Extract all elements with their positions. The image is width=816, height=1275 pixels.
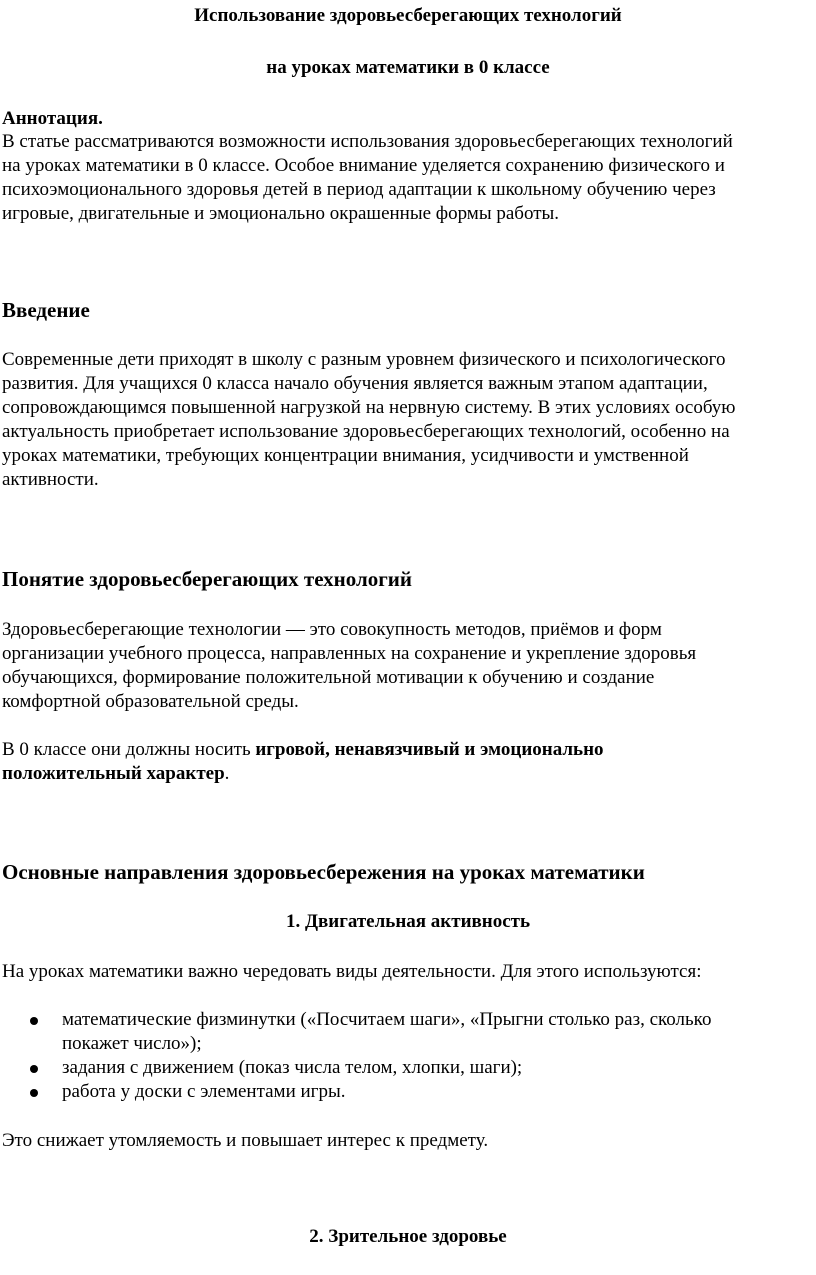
directions-subheading-2: 2. Зрительное здоровье	[309, 1226, 507, 1247]
intro-line: Современные дети приходят в школу с разным уровнем физического и психологического	[2, 349, 726, 370]
intro-line: развития. Для учащихся 0 класса начало обучения является важным этапом адаптации,	[2, 373, 708, 394]
annotation-line: психоэмоционального здоровья детей в период адаптации к школьному обучению через	[2, 179, 716, 200]
directions-paragraph-1: На уроках математики важно чередовать виды деятельности. Для этого используются:	[2, 961, 702, 982]
concept-heading: Понятие здоровьесберегающих технологий	[2, 567, 412, 591]
document-title-line-2: на уроках математики в 0 классе	[266, 57, 550, 78]
bullet-icon	[30, 1089, 38, 1097]
document-title-line-1: Использование здоровьесберегающих технологий	[194, 5, 622, 26]
annotation-line: игровые, двигательные и эмоционально окрашенные формы работы.	[2, 203, 560, 224]
list-item: работа у доски с элементами игры.	[62, 1081, 346, 1102]
concept-p2-end: .	[224, 763, 230, 784]
concept-p2-bold: положительный характер	[2, 763, 225, 784]
concept-paragraph-2-line-2	[2, 762, 229, 786]
annotation-line: на уроках математики в 0 классе. Особое внимание уделяется сохранению физического и	[2, 155, 725, 176]
intro-line: уроках математики, требующих концентрации внимания, усидчивости и умственной	[2, 445, 689, 466]
directions-heading: Основные направления здоровьесбережения на уроках математики	[2, 860, 645, 884]
concept-p2-plain: В 0 классе они должны носить	[2, 739, 256, 760]
annotation-line: В статье рассматриваются возможности использования здоровьесберегающих технологий	[2, 131, 733, 152]
intro-line: сопровождающимся повышенной нагрузкой на нервную систему. В этих условиях особую	[2, 397, 736, 418]
concept-paragraph-2-line-1	[2, 738, 604, 762]
intro-line: актуальность приобретает использование здоровьесберегающих технологий, особенно на	[2, 421, 730, 442]
intro-line: активности.	[2, 469, 99, 490]
concept-line: обучающихся, формирование положительной мотивации к обучению и создание	[2, 667, 655, 688]
list-item: задания с движением (показ числа телом, хлопки, шаги);	[62, 1057, 523, 1078]
bullet-icon	[30, 1017, 38, 1025]
list-item: математические физминутки («Посчитаем шаги», «Прыгни столько раз, сколько	[62, 1009, 712, 1030]
intro-heading: Введение	[2, 298, 90, 322]
concept-line: Здоровьесберегающие технологии — это совокупность методов, приёмов и форм	[2, 619, 662, 640]
directions-paragraph-2: Это снижает утомляемость и повышает интерес к предмету.	[2, 1130, 489, 1151]
directions-subheading-1: 1. Двигательная активность	[285, 911, 531, 932]
annotation-heading: Аннотация.	[2, 108, 103, 129]
bullet-icon	[30, 1065, 38, 1073]
concept-line: комфортной образовательной среды.	[2, 691, 299, 712]
concept-line: организации учебного процесса, направленных на сохранение и укрепление здоровья	[2, 643, 697, 664]
concept-p2-bold: игровой, ненавязчивый и эмоционально	[255, 739, 604, 760]
list-item-continuation: покажет число»);	[62, 1033, 202, 1054]
